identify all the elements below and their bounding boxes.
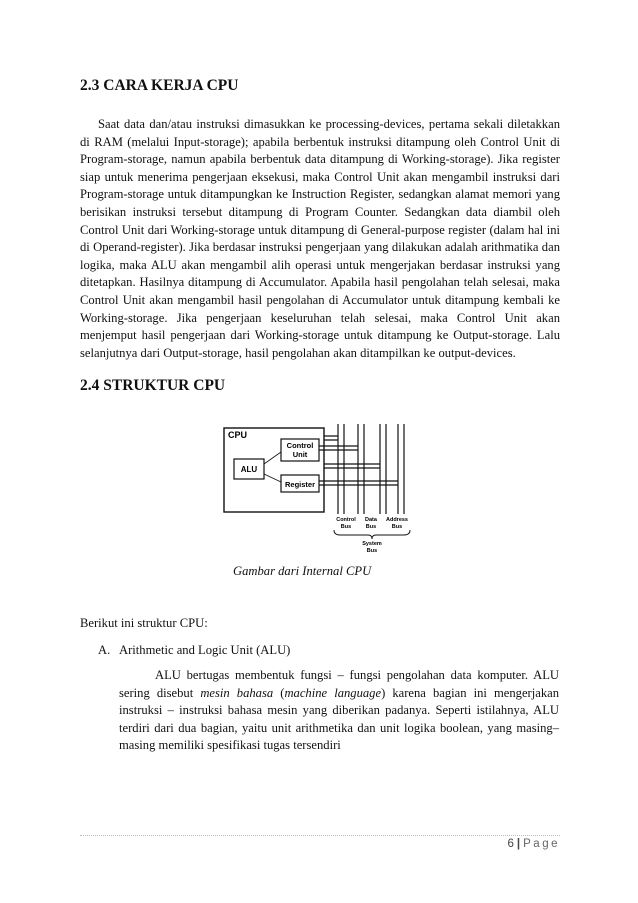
system-bus-label-2: Bus: [366, 548, 378, 554]
footer-separator: |: [516, 838, 521, 850]
data-bus-label-1: Data: [365, 517, 377, 523]
section-heading-2-3: 2.3 CARA KERJA CPU: [80, 77, 239, 94]
alu-body-em-3: machine language: [284, 685, 382, 700]
control-unit-label-2: Unit: [292, 450, 308, 459]
alu-body-4: ) karena bagian ini mengerjakan instruksi – instruksi bahasa mesin yang diberikan padanya. Seperti istilahnya, ALU terdiri dari dua bagian, yaitu unit arithmetika dan unit logika boolean, yang masing–masing memiliki spesifikasi tugas tersendiri: [119, 685, 559, 753]
system-bus-label-1: System: [362, 541, 382, 547]
system-bus-lines: [319, 424, 404, 514]
alu-body-em-1: mesin: [200, 685, 230, 700]
structure-intro: Berikut ini struktur CPU:: [80, 616, 208, 630]
control-unit-label-1: Control: [286, 441, 314, 450]
control-bus-label-1: Control: [336, 517, 356, 523]
figure-caption: Gambar dari Internal CPU: [233, 564, 372, 578]
control-bus-label-2: Bus: [340, 524, 352, 530]
alu-body-2: [230, 686, 237, 700]
section-2-3-body: Saat data dan/atau instruksi dimasukkan ke processing-devices, pertama sekali diletakkan di RAM (melalui Input-storage); apabila berbentuk instruksi ditampung oleh Control Unit di Program-storage, namun apabila berbentuk data ditampung di Working-storage). Jika register siap untuk menerima pengerjaan eksekusi, maka Control Unit akan mengambil instruksi dari Program-storage untuk ditampungkan ke Instruction Register, sedangkan alamat memori yang berisikan instruksi tersebut ditampung di Program Counter. Sedangkan data diambil oleh Control Unit dari Working-storage untuk ditampung di General-purpose register (dalam hal ini di Operand-register). Jika berdasar instruksi pengerjaan yang dilakukan adalah arithmatika dan logika, maka ALU akan mengambil alih operasi untuk mengerjakan berdasar instruksi yang ditetapkan. Hasilnya ditampung di Accumulator. Apabila hasil pengolahan telah selesai, maka Control Unit akan mengambil hasil pengolahan di Accumulator untuk ditampung kembali ke Working-storage. Jika pengerjaan keseluruhan telah selesai, maka Control Unit akan menjemput hasil pengerjaan dari Working-storage untuk ditampung ke Output-storage. Lalu selanjutnya dari Output-storage, hasil pengolahan akan ditampilkan ke output-devices.: [80, 117, 560, 360]
alu-register-link: [264, 474, 281, 482]
page-label: Page: [523, 838, 560, 850]
alu-body-1: ALU bertugas membentuk fungsi – fungsi pengolahan data komputer. ALU sering disebut: [119, 668, 559, 700]
list-item-a-title: Arithmetic and Logic Unit (ALU): [119, 643, 291, 657]
list-item-a-marker: A.: [98, 643, 111, 657]
register-label: Register: [284, 480, 316, 489]
address-bus-label-2: Bus: [391, 524, 403, 530]
data-bus-label-2: Bus: [365, 524, 377, 530]
alu-body-3: (: [273, 685, 285, 700]
alu-control-link: [264, 452, 281, 464]
alu-label: ALU: [240, 465, 258, 474]
cpu-structure-diagram: [222, 424, 418, 554]
system-bus-brace: [334, 530, 410, 539]
section-2-3-paragraph: [80, 116, 560, 362]
alu-description: [119, 667, 559, 755]
footer-divider: [80, 835, 560, 836]
section-heading-2-4: 2.4 STRUKTUR CPU: [80, 377, 226, 394]
address-bus-label-1: Address: [385, 517, 409, 523]
alu-body-em-2: bahasa: [236, 685, 274, 700]
page-footer: [508, 838, 560, 850]
cpu-label: CPU: [228, 430, 248, 440]
page-number: 6: [507, 838, 514, 850]
